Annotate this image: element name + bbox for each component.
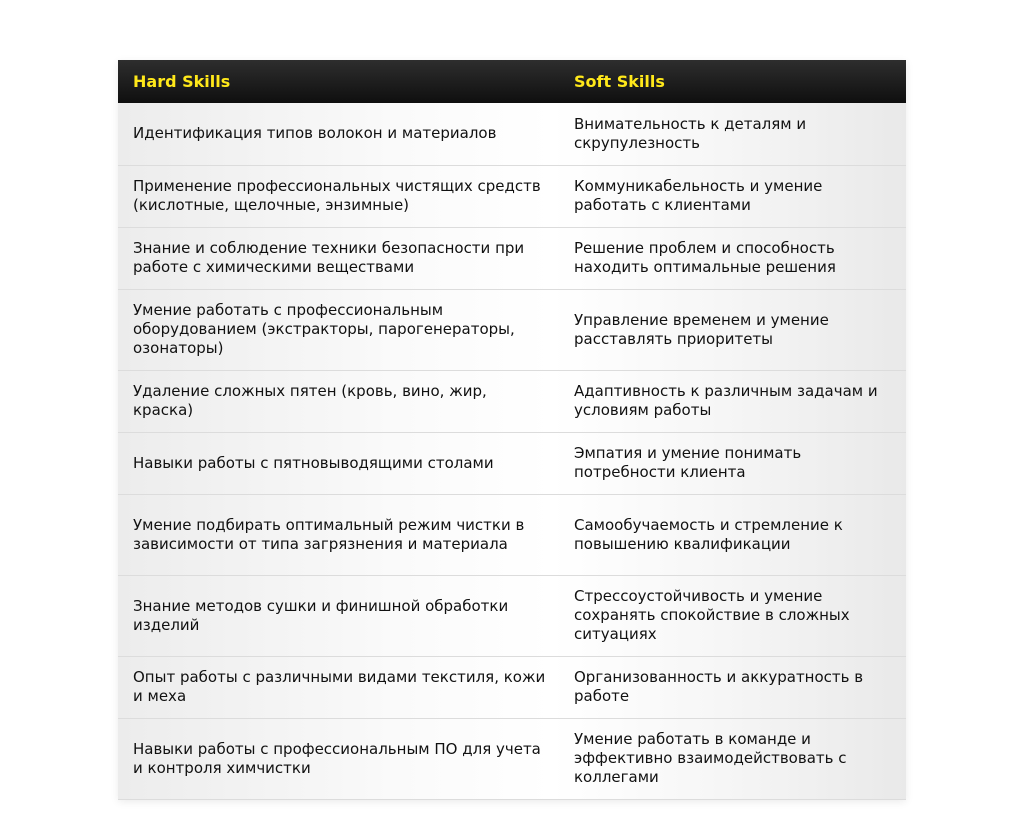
table-row: [118, 103, 906, 165]
soft-skill-cell: Стрессоустойчивость и умение сохранять спокойствие в сложных ситуациях: [574, 587, 850, 643]
hard-skill-cell: Умение подбирать оптимальный режим чистки в зависимости от типа загрязнения и материала: [133, 515, 525, 553]
hard-skill-cell: Знание методов сушки и финишной обработки изделий: [133, 596, 509, 634]
skills-table-container: [118, 60, 906, 800]
table-row: [118, 494, 906, 575]
soft-skill-cell: Управление временем и умение расставлять приоритеты: [574, 310, 829, 348]
soft-skill-cell: Умение работать в команде и эффективно взаимодействовать с коллегами: [574, 730, 847, 786]
hard-skill-cell: Умение работать с профессиональным оборудованием (экстракторы, парогенераторы, озонаторы): [133, 301, 515, 357]
soft-skill-cell: Решение проблем и способность находить оптимальные решения: [574, 239, 836, 276]
hard-skill-cell: Навыки работы с профессиональным ПО для учета и контроля химчистки: [133, 739, 541, 777]
soft-skill-cell: Внимательность к деталям и скрупулезность: [574, 114, 807, 152]
table-row: [118, 718, 906, 799]
hard-skill-cell: Знание и соблюдение техники безопасности при работе с химическими веществами: [133, 239, 525, 276]
table-row: [118, 227, 906, 289]
table-row: [118, 656, 906, 718]
table-row: [118, 370, 906, 432]
hard-skill-cell: Применение профессиональных чистящих средств (кислотные, щелочные, энзимные): [133, 177, 541, 214]
hard-skill-cell: Опыт работы с различными видами текстиля, кожи и меха: [133, 668, 546, 705]
soft-skill-cell: Адаптивность к различным задачам и условиям работы: [574, 382, 878, 419]
soft-skill-cell: Организованность и аккуратность в работе: [574, 668, 864, 705]
table-row: [118, 432, 906, 494]
skills-table: [118, 60, 906, 800]
hard-skill-cell: Удаление сложных пятен (кровь, вино, жир, краска): [133, 382, 487, 419]
table-row: [118, 165, 906, 227]
table-header-row: [118, 60, 906, 103]
table-row: [118, 575, 906, 656]
soft-skill-cell: Эмпатия и умение понимать потребности клиента: [574, 444, 802, 481]
soft-skill-cell: Коммуникабельность и умение работать с клиентами: [574, 177, 823, 214]
header-hard-skills: Hard Skills: [133, 72, 231, 91]
table-row: [118, 289, 906, 370]
soft-skill-cell: Самообучаемость и стремление к повышению квалификации: [574, 515, 843, 553]
header-soft-skills: Soft Skills: [574, 72, 665, 91]
hard-skill-cell: Идентификация типов волокон и материалов: [133, 124, 497, 143]
hard-skill-cell: Навыки работы с пятновыводящими столами: [133, 453, 494, 472]
